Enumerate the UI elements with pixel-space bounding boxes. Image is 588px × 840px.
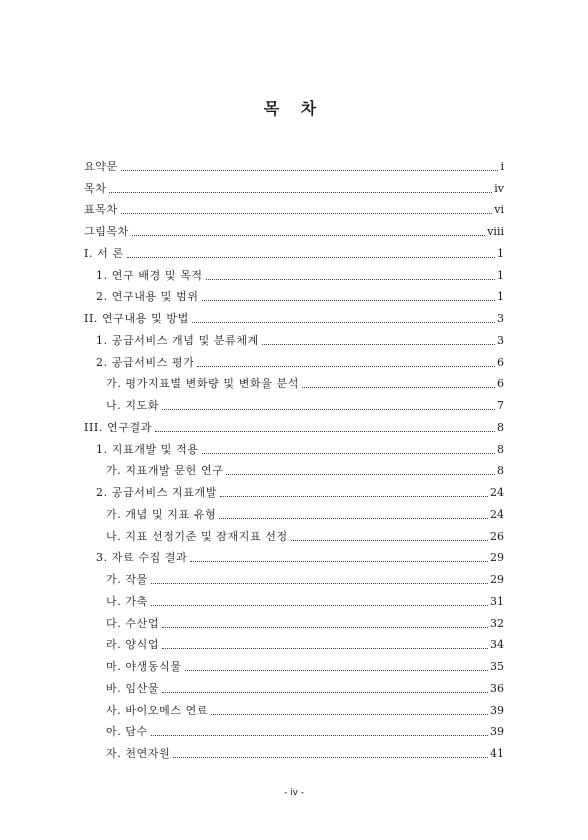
- toc-entry-page: 32: [490, 616, 504, 630]
- toc-entry-label: 2. 공급서비스 지표개발: [96, 486, 217, 499]
- toc-entry-page: 36: [490, 681, 504, 695]
- toc-entry-label: 가. 평가지표별 변화량 및 변화율 분석: [106, 377, 299, 391]
- toc-entry-page: 26: [490, 529, 504, 543]
- toc-entry[interactable]: [84, 326, 504, 348]
- toc-entry-label: 나. 가축: [106, 594, 148, 608]
- toc-entry-page: 34: [490, 638, 504, 652]
- toc-entry[interactable]: [84, 370, 504, 392]
- toc-entry[interactable]: [84, 478, 504, 500]
- toc-entry-page: 6: [497, 377, 504, 391]
- toc-entry[interactable]: [84, 652, 504, 674]
- toc-entry[interactable]: [84, 587, 504, 609]
- toc-entry[interactable]: [84, 196, 504, 218]
- toc-dot-leader: [202, 449, 495, 454]
- toc-dot-leader: [173, 753, 488, 758]
- toc-entry-page: 39: [490, 725, 504, 739]
- page-title: 목 차: [263, 99, 325, 118]
- toc-entry-page: 31: [490, 594, 504, 608]
- toc-dot-leader: [302, 383, 495, 388]
- toc-entry-page: 1: [497, 246, 504, 260]
- toc-entry-label: 바. 임산물: [106, 681, 160, 695]
- toc-entry[interactable]: [84, 304, 504, 326]
- toc-entry-page: 3: [497, 333, 504, 347]
- toc-entry-label: 가. 개념 및 지표 유형: [106, 507, 217, 521]
- toc-entry[interactable]: [84, 152, 504, 174]
- toc-entry-label: 아. 담수: [106, 725, 148, 739]
- toc-entry-page: 24: [490, 486, 504, 499]
- toc-dot-leader: [162, 688, 488, 693]
- toc-entry-page: viii: [487, 225, 504, 238]
- toc-entry-label: 다. 수산업: [106, 616, 160, 630]
- toc-entry[interactable]: [84, 217, 504, 239]
- toc-entry-page: 8: [497, 420, 504, 434]
- toc-entry[interactable]: [84, 174, 504, 196]
- toc-dot-leader: [162, 623, 488, 628]
- toc-entry[interactable]: [84, 631, 504, 653]
- toc-entry-page: 29: [490, 573, 504, 586]
- toc-entry-page: 24: [490, 507, 504, 521]
- toc-entry[interactable]: [84, 457, 504, 479]
- toc-entry-label: 요약문: [84, 159, 118, 173]
- toc-entry-page: 8: [497, 464, 504, 478]
- toc-entry-label: 나. 지표 선정기준 및 잠재지표 선정: [106, 529, 288, 543]
- toc-entry-label: 목차: [84, 181, 107, 195]
- toc-entry[interactable]: [84, 239, 504, 261]
- toc-entry[interactable]: [84, 544, 504, 566]
- toc-entry[interactable]: [84, 674, 504, 696]
- toc-entry-label: 1. 연구 배경 및 목적: [96, 268, 203, 282]
- page-number-footer: - iv -: [283, 788, 305, 798]
- toc-dot-leader: [162, 644, 488, 649]
- toc-entry-label: I. 서 론: [84, 246, 124, 260]
- toc-dot-leader: [109, 188, 492, 193]
- toc-entry-label: 그림목차: [84, 225, 129, 238]
- toc-entry[interactable]: [84, 435, 504, 457]
- toc-entry-label: 가. 작물: [106, 573, 148, 586]
- toc-entry-page: 7: [497, 399, 504, 412]
- toc-dot-leader: [121, 166, 499, 171]
- toc-entry[interactable]: [84, 413, 504, 435]
- toc-dot-leader: [206, 275, 495, 280]
- table-of-contents: [84, 152, 504, 761]
- toc-entry-page: 6: [497, 355, 504, 369]
- toc-entry-page: i: [500, 159, 504, 173]
- toc-entry[interactable]: [84, 500, 504, 522]
- toc-entry-page: 1: [497, 290, 504, 304]
- toc-entry-label: 2. 공급서비스 평가: [96, 355, 195, 369]
- toc-dot-leader: [162, 405, 495, 410]
- toc-dot-leader: [185, 666, 488, 671]
- toc-entry-label: 표목차: [84, 203, 118, 217]
- toc-entry-page: 39: [490, 703, 504, 717]
- toc-dot-leader: [151, 579, 488, 584]
- toc-dot-leader: [220, 492, 488, 497]
- toc-entry[interactable]: [84, 739, 504, 761]
- toc-entry-page: 8: [497, 442, 504, 456]
- toc-dot-leader: [151, 601, 488, 606]
- toc-entry-page: 1: [497, 268, 504, 282]
- toc-dot-leader: [291, 536, 488, 541]
- toc-entry-page: 41: [490, 747, 504, 760]
- toc-entry-label: 3. 자료 수집 결과: [96, 551, 188, 565]
- toc-dot-leader: [121, 209, 493, 214]
- toc-dot-leader: [197, 362, 495, 367]
- toc-dot-leader: [190, 557, 488, 562]
- toc-entry-label: 라. 양식업: [106, 638, 160, 652]
- toc-entry-page: 29: [490, 551, 504, 565]
- toc-entry[interactable]: [84, 609, 504, 631]
- toc-dot-leader: [211, 710, 488, 715]
- toc-dot-leader: [132, 231, 485, 236]
- toc-entry[interactable]: [84, 565, 504, 587]
- toc-entry-label: 1. 공급서비스 개념 및 분류체계: [96, 333, 259, 347]
- toc-dot-leader: [192, 318, 495, 323]
- toc-dot-leader: [219, 514, 488, 519]
- toc-entry-label: III. 연구결과: [84, 420, 152, 434]
- toc-entry[interactable]: [84, 522, 504, 544]
- toc-entry[interactable]: [84, 696, 504, 718]
- toc-dot-leader: [151, 731, 488, 736]
- toc-entry-label: 마. 야생동식물: [106, 660, 182, 673]
- toc-dot-leader: [155, 427, 495, 432]
- toc-dot-leader: [262, 340, 495, 345]
- toc-dot-leader: [226, 470, 495, 475]
- toc-entry-page: 3: [497, 312, 504, 325]
- toc-entry-label: 가. 지표개발 문헌 연구: [106, 464, 224, 478]
- toc-entry-label: 1. 지표개발 및 적용: [96, 442, 199, 456]
- toc-entry-page: 35: [490, 660, 504, 673]
- toc-entry-label: II. 연구내용 및 방법: [84, 312, 189, 325]
- toc-entry[interactable]: [84, 283, 504, 305]
- toc-dot-leader: [202, 296, 495, 301]
- toc-entry-page: vi: [494, 203, 504, 217]
- toc-entry-label: 2. 연구내용 및 범위: [96, 290, 199, 304]
- toc-entry[interactable]: [84, 391, 504, 413]
- toc-entry[interactable]: [84, 261, 504, 283]
- toc-entry-label: 나. 지도화: [106, 399, 160, 412]
- toc-entry[interactable]: [84, 348, 504, 370]
- toc-entry-page: iv: [494, 181, 504, 195]
- toc-entry-label: 사. 바이오메스 연료: [106, 703, 209, 717]
- toc-entry-label: 자. 천연자원: [106, 747, 171, 760]
- toc-dot-leader: [127, 253, 495, 258]
- toc-entry[interactable]: [84, 718, 504, 740]
